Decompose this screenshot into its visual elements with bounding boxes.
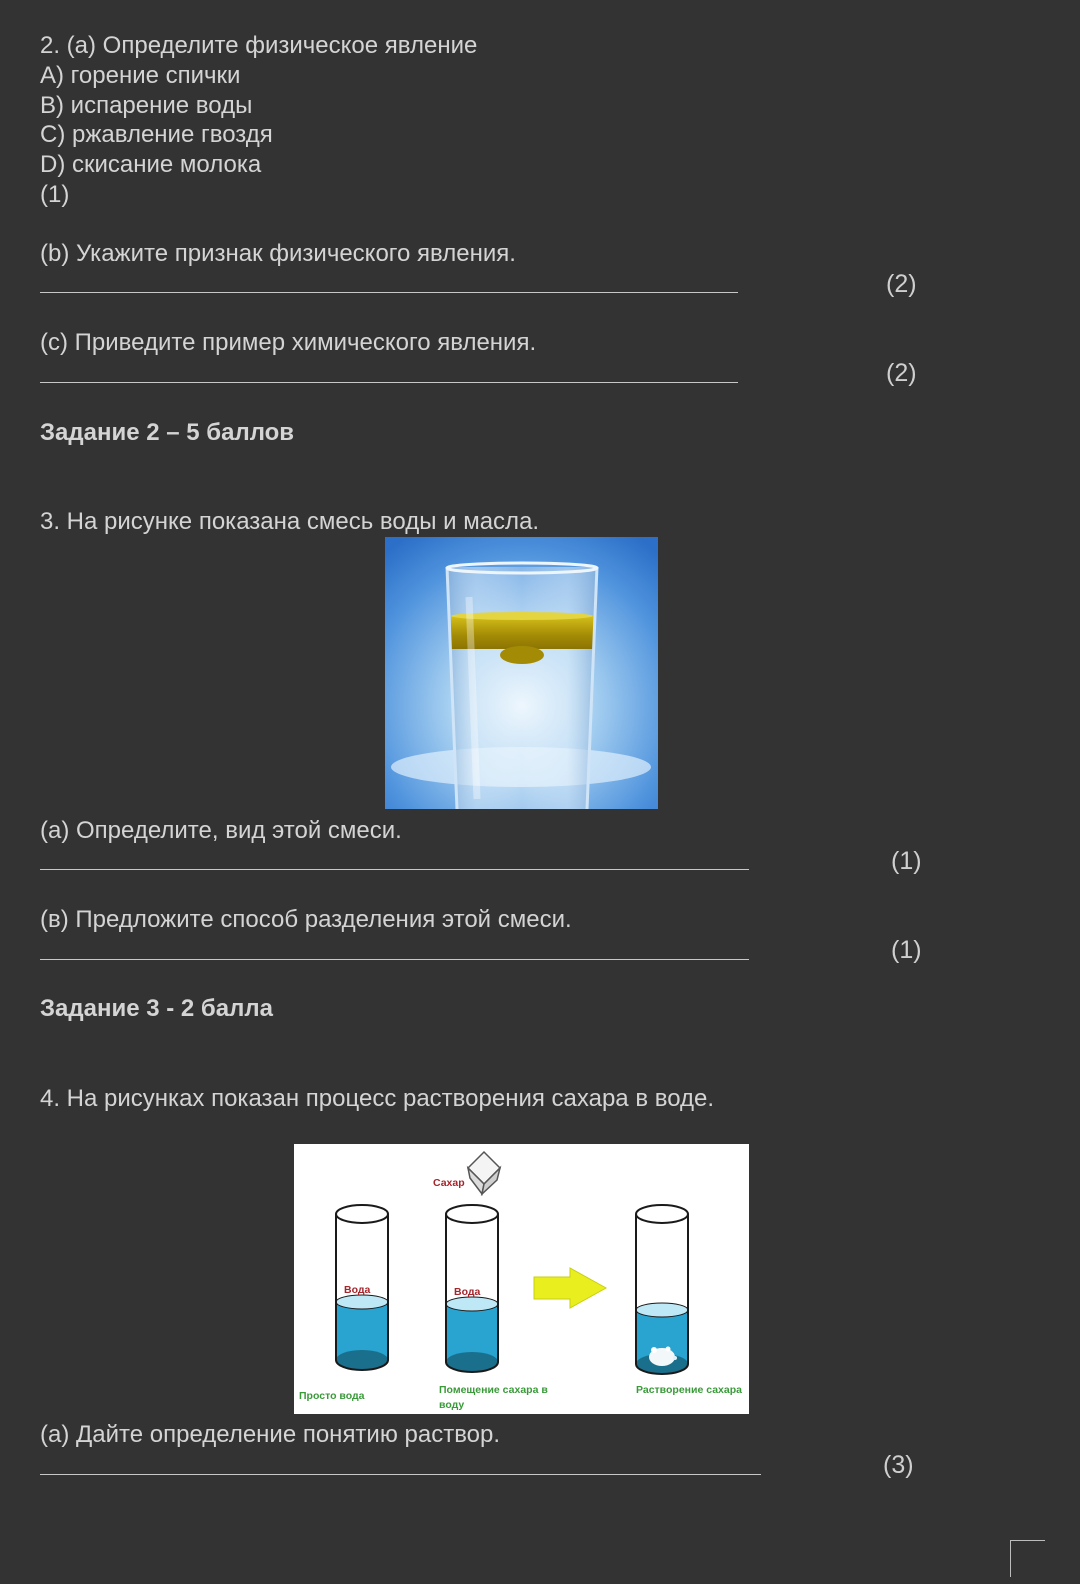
water-label-1: Вода — [344, 1284, 371, 1296]
q2-score-c: (2) — [886, 359, 917, 387]
q2-score-b: (2) — [886, 270, 917, 298]
sugar-dissolving-diagram — [294, 1144, 749, 1414]
task3-heading: Задание 3 - 2 балла — [40, 995, 273, 1022]
q2-part-b: (b) Укажите признак физического явления. — [40, 240, 516, 267]
q3-score-b: (1) — [891, 936, 922, 964]
caption-plain-water: Просто вода — [299, 1390, 365, 1402]
answer-line-q4a[interactable] — [40, 1474, 761, 1475]
q2-option-c: С) ржавление гвоздя — [40, 121, 273, 148]
answer-line-q2c[interactable] — [40, 382, 738, 383]
q2-part-c: (с) Приведите пример химического явления. — [40, 329, 537, 356]
q3-part-b: (в) Предложите способ разделения этой смеси. — [40, 906, 572, 933]
task2-heading: Задание 2 – 5 баллов — [40, 419, 295, 446]
q2-question: 2. (а) Определите физическое явление — [40, 32, 478, 59]
q3-question: 3. На рисунке показана смесь воды и масла. — [40, 508, 540, 535]
page-corner-mark — [1010, 1540, 1045, 1577]
oil-water-glass-photo — [385, 537, 658, 809]
caption-sugar-dissolving: Растворение сахара — [636, 1384, 742, 1396]
q4-question: 4. На рисунках показан процесс растворения сахара в воде. — [40, 1085, 715, 1112]
q4-score-a: (3) — [883, 1451, 914, 1479]
q2-score-a: (1) — [40, 181, 70, 208]
q3-part-a: (а) Определите, вид этой смеси. — [40, 817, 402, 844]
q4-part-a: (а) Дайте определение понятию раствор. — [40, 1421, 501, 1448]
caption-sugar-placed-line2: воду — [439, 1399, 465, 1411]
answer-line-q2b[interactable] — [40, 292, 738, 293]
q2-option-a: А) горение спички — [40, 62, 241, 89]
sugar-label: Сахар — [433, 1177, 465, 1189]
q3-score-a: (1) — [891, 847, 922, 875]
q2-option-b: В) испарение воды — [40, 92, 253, 119]
q2-option-d: D) скисание молока — [40, 151, 262, 178]
water-label-2: Вода — [454, 1286, 481, 1298]
caption-sugar-placed-line1: Помещение сахара в — [439, 1384, 548, 1396]
answer-line-q3a[interactable] — [40, 869, 749, 870]
answer-line-q3b[interactable] — [40, 959, 749, 960]
